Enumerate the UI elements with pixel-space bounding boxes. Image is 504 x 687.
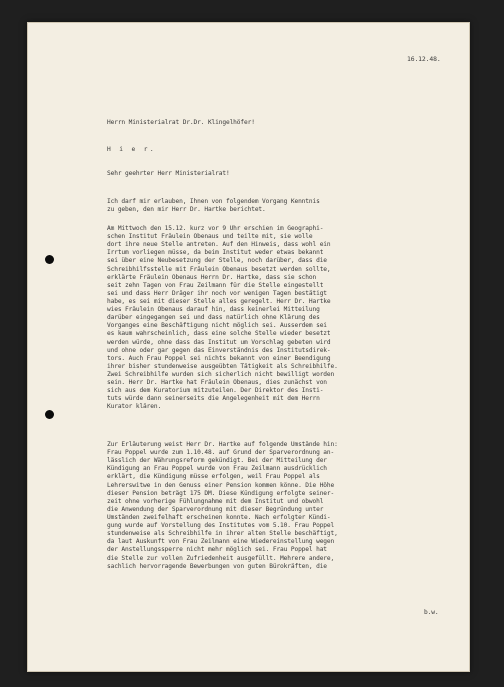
text-line: lässlich der Währungsreform gekündigt. Bei der Mitteilung der [107,457,327,465]
text-line: dort ihre neue Stelle antreten. Auf den Hinweis, dass wohl ein [107,241,331,249]
text-line: sein. Herr Dr. Hartke hat Fräulein Obenaus, dies zunächst von [107,379,327,387]
recipient-place: H i e r. [107,146,157,153]
salutation: Sehr geehrter Herr Ministerialrat! [107,170,230,177]
text-line: dieser Pension beträgt 175 DM. Diese Kündigung erfolgte seiner- [107,489,335,497]
text-line: zeit ohne vorherige Fühlungnahme mit dem Institut und obwohl [107,497,324,505]
text-line: Zur Erläuterung weist Herr Dr. Hartke auf folgende Umstände hin: [107,441,338,448]
text-line: habe, es sei mit dieser Stelle alles geregelt. Herr Dr. Hartke [107,297,331,305]
text-line: tors. Auch Frau Poppel sei nichts bekannt von einer Beendigung [107,354,331,362]
text-line: Kurator klären. [107,403,162,411]
text-line: der Anstellungssperre nicht mehr möglich sei. Frau Poppel hat [107,546,327,554]
paragraph-incident [107,225,338,412]
text-line: tuts würde dann seinerseits die Angelegenheit mit dem Herrn [107,395,320,403]
text-line: Ich darf mir erlauben, Ihnen von folgendem Vorgang Kenntnis [107,198,320,205]
recipient-address: Herrn Ministerialrat Dr.Dr. Klingelhöfer! [107,119,255,126]
text-line: sei und dass Herr Dräger ihr noch vor wenigen Tagen bestätigt [107,289,327,297]
text-line: sachlich hervorragende Bewerbungen von guten Bürokräften, die [107,562,327,570]
text-line: Vorganges eine Beschäftigung nicht möglich sei. Ausserdem sei [107,322,327,330]
text-line: erklärt, die Kündigung müsse erfolgen, weil Frau Poppel als [107,473,320,481]
text-line: da laut Auskunft von Frau Zeilmann eine Wiedereinstellung wegen [107,538,335,546]
text-line: schen Institut Fräulein Obenaus und teilte mit, sie wolle [107,233,313,241]
punch-hole-top [45,255,54,264]
text-line: es kaum wahrscheinlich, dass eine solche Stelle wieder besetzt [107,330,331,338]
text-line: Zwei Schreibhilfe wurden sich sicherlich nicht bewilligt worden [107,370,335,378]
text-line: Frau Poppel wurde zum 1.10.48. auf Grund der Sparverordnung an- [107,449,335,457]
text-line: Lehrerswitwe in den Genuss einer Pension kommen könne. Die Höhe [107,481,335,489]
paragraph-intro [107,198,320,214]
text-line: wies Fräulein Obenaus darauf hin, dass keinerlei Mitteilung [107,306,320,314]
text-line: zu geben, den mir Herr Dr. Hartke berichtet. [107,206,266,214]
text-line: darüber eingegangen sei und dass natürlich ohne Klärung des [107,314,320,322]
text-line: Schreibhilfsstelle mit Fräulein Obenaus besetzt werden sollte, [107,265,331,273]
letter-date: 16.12.48. [407,55,441,63]
signature-initials: b.w. [424,609,439,616]
text-line: und ohne oder gar gegen das Einverständnis des Institutsdirek- [107,346,331,354]
text-line: gung wurde auf Vorstellung des Institutes vom 5.10. Frau Poppel [107,522,335,530]
text-line: Umständen zweifelhaft erscheinen konnte. Nach erfolgter Kündi- [107,513,331,521]
punch-hole-bottom [45,410,54,419]
text-line: Am Mittwoch den 15.12. kurz vor 9 Uhr erschien im Geographi- [107,225,324,232]
text-line: erklärte Fräulein Obenaus Herrn Dr. Hartke, dass sie schon [107,273,317,281]
text-line: ihrer bisher stundenweise ausgeübten Tätigkeit als Schreibhilfe. [107,362,338,370]
text-line: seit zehn Tagen von Frau Zeilmann für die Stelle eingestellt [107,281,324,289]
text-line: stundenweise als Schreibhilfe in ihrer alten Stelle beschäftigt, [107,530,338,538]
paragraph-explanation [107,441,338,571]
text-line: sei über eine Neubesetzung der Stelle, noch darüber, dass die [107,257,327,265]
text-line: Kündigung an Frau Poppel wurde von Frau Zeilmann ausdrücklich [107,465,327,473]
text-line: sich aus dem Kuratorium mitzuteilen. Der Direktor des Insti- [107,387,324,395]
text-line: werden würde, ohne dass das Institut um Vorschlag gebeten wird [107,338,331,346]
text-line: Irrtum vorliegen müsse, da beim Institut weder etwas bekannt [107,249,324,257]
text-line: die Stelle zur vollen Zufriedenheit ausgefüllt. Mehrere andere, [107,554,335,562]
text-line: die Anwendung der Sparverordnung mit dieser Begründung unter [107,505,324,513]
